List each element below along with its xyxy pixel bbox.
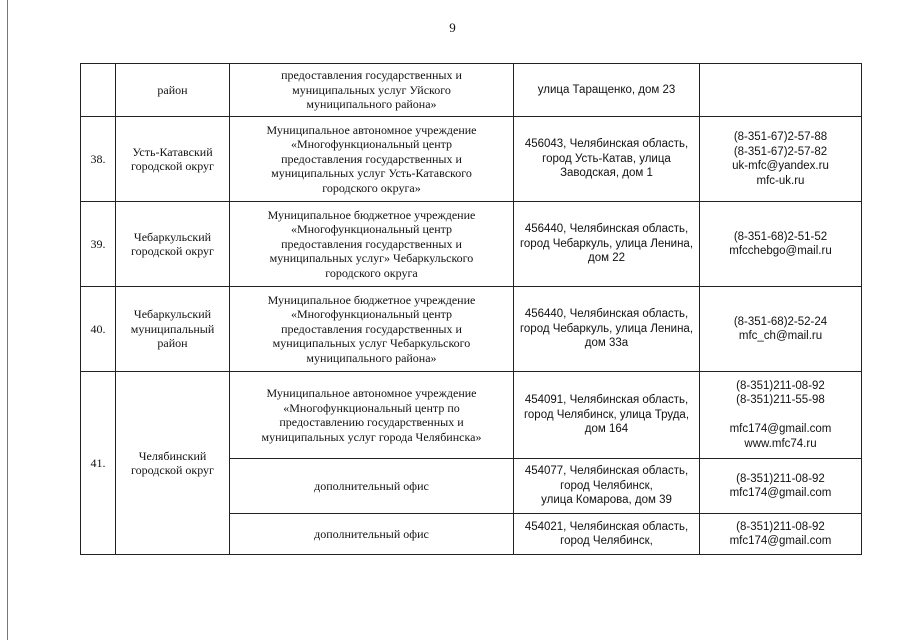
institution-cell: Муниципальное бюджетное учреждение «Многофункциональный центр предоставления государственных и муниципальных услуг» Чебаркульского городского округа bbox=[230, 202, 514, 287]
table-row bbox=[81, 287, 862, 372]
table-row bbox=[81, 202, 862, 287]
row-number-cell: 38. bbox=[81, 117, 116, 202]
row-number-cell: 41. bbox=[81, 372, 116, 555]
institution-cell: Муниципальное автономное учреждение «Многофункциональный центр по предоставлению государственных и муниципальных услуг города Челябинска» bbox=[230, 372, 514, 459]
contacts-cell: (8-351-67)2-57-88 (8-351-67)2-57-82 uk-mfc@yandex.ru mfc-uk.ru bbox=[700, 117, 862, 202]
address-cell: 456440, Челябинская область, город Чебаркуль, улица Ленина, дом 33а bbox=[514, 287, 700, 372]
district-cell: Усть-Катавский городской округ bbox=[116, 117, 230, 202]
institution-cell: Муниципальное бюджетное учреждение «Многофункциональный центр предоставления государственных и муниципальных услуг Чебаркульского муниципального района» bbox=[230, 287, 514, 372]
contacts-cell: (8-351)211-08-92 (8-351)211-55-98 mfc174@gmail.com www.mfc74.ru bbox=[700, 372, 862, 459]
address-cell: улица Таращенко, дом 23 bbox=[514, 64, 700, 117]
address-cell: 456043, Челябинская область, город Усть-Катав, улица Заводская, дом 1 bbox=[514, 117, 700, 202]
contacts-cell: (8-351-68)2-51-52 mfcchebgo@mail.ru bbox=[700, 202, 862, 287]
contacts-cell: (8-351-68)2-52-24 mfc_ch@mail.ru bbox=[700, 287, 862, 372]
institution-cell: Муниципальное автономное учреждение «Многофункциональный центр предоставления государственных и муниципальных услуг Усть-Катавского городского округа» bbox=[230, 117, 514, 202]
district-cell: район bbox=[116, 64, 230, 117]
district-cell: Челябинский городской округ bbox=[116, 372, 230, 555]
institution-cell: дополнительный офис bbox=[230, 514, 514, 555]
mfc-table bbox=[80, 63, 862, 555]
row-number-cell bbox=[81, 64, 116, 117]
table-row bbox=[81, 117, 862, 202]
address-cell: 456440, Челябинская область, город Чебаркуль, улица Ленина, дом 22 bbox=[514, 202, 700, 287]
contacts-cell: (8-351)211-08-92 mfc174@gmail.com bbox=[700, 514, 862, 555]
address-cell: 454021, Челябинская область, город Челябинск, bbox=[514, 514, 700, 555]
district-cell: Чебаркульский городской округ bbox=[116, 202, 230, 287]
table-row bbox=[81, 372, 862, 459]
institution-cell: дополнительный офис bbox=[230, 459, 514, 514]
page-edge-line bbox=[7, 0, 8, 640]
contacts-cell bbox=[700, 64, 862, 117]
contacts-cell: (8-351)211-08-92 mfc174@gmail.com bbox=[700, 459, 862, 514]
address-cell: 454091, Челябинская область, город Челябинск, улица Труда, дом 164 bbox=[514, 372, 700, 459]
district-cell: Чебаркульский муниципальный район bbox=[116, 287, 230, 372]
row-number-cell: 39. bbox=[81, 202, 116, 287]
table-row bbox=[81, 64, 862, 117]
page-number: 9 bbox=[449, 20, 456, 35]
address-cell: 454077, Челябинская область, город Челябинск, улица Комарова, дом 39 bbox=[514, 459, 700, 514]
institution-cell: предоставления государственных и муниципальных услуг Уйского муниципального района» bbox=[230, 64, 514, 117]
row-number-cell: 40. bbox=[81, 287, 116, 372]
